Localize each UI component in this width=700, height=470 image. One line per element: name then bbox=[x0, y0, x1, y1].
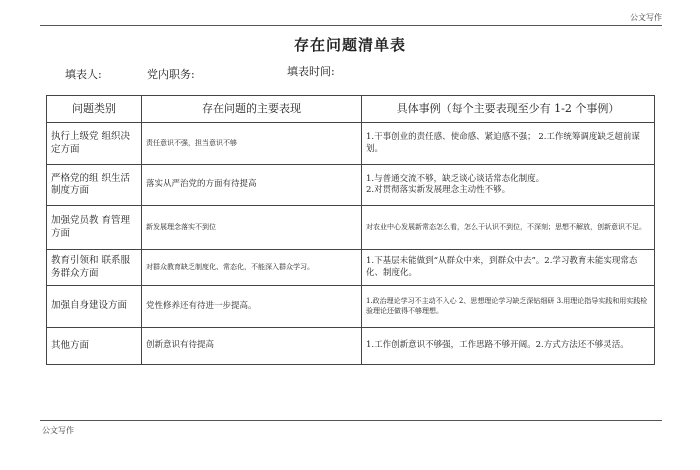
example-cell: 1.下基层未能做到“从群众中来，到群众中去”。2.学习教育未能实现常态化、制度化。 bbox=[362, 250, 655, 286]
header-issue: 存在问题的主要表现 bbox=[142, 96, 362, 123]
issue-table bbox=[46, 95, 655, 365]
example-cell: 对农业中心发展新常态怎么看，怎么干认识不到位，不深刻；思想不解放，创新意识不足。 bbox=[362, 206, 655, 250]
header-rule bbox=[40, 25, 662, 26]
category-cell: 教育引领和 联系服务群众方面 bbox=[47, 250, 142, 286]
issue-cell: 对群众教育缺乏制度化、常态化，不能深入群众学习。 bbox=[142, 250, 362, 286]
position-label: 党内职务: bbox=[147, 68, 195, 81]
category-cell: 其他方面 bbox=[47, 328, 142, 365]
issue-cell: 落实从严治党的方面有待提高 bbox=[142, 165, 362, 206]
table-header-row bbox=[47, 96, 655, 123]
table-row bbox=[47, 250, 655, 286]
header-note: 公文写作 bbox=[630, 13, 662, 22]
issue-cell: 责任意识不强，担当意识不够 bbox=[142, 123, 362, 165]
table-row bbox=[47, 206, 655, 250]
example-cell: 1.政治理论学习不主动不入心 2、思想理论学习缺乏深钻细研 3.用理论指导实践和用实践检验理论还做得不够理想。 bbox=[362, 286, 655, 328]
time-label: 填表时间: bbox=[287, 65, 335, 78]
issue-cell: 创新意识有待提高 bbox=[142, 328, 362, 365]
filler-label: 填表人: bbox=[65, 68, 102, 81]
issue-cell: 党性修养还有待进一步提高。 bbox=[142, 286, 362, 328]
table-row bbox=[47, 328, 655, 365]
example-cell: 1.工作创新意识不够强，工作思路不够开阔。2.方式方法还不够灵活。 bbox=[362, 328, 655, 365]
category-cell: 执行上级党 组织决定方面 bbox=[47, 123, 142, 165]
footer-rule bbox=[40, 420, 662, 421]
footer-note: 公文写作 bbox=[42, 426, 74, 435]
page-title: 存在问题清单表 bbox=[293, 36, 406, 54]
issue-cell: 新发展理念落实不到位 bbox=[142, 206, 362, 250]
table-row bbox=[47, 123, 655, 165]
category-cell: 加强党员教 育管理方面 bbox=[47, 206, 142, 250]
table-row bbox=[47, 286, 655, 328]
table-row bbox=[47, 165, 655, 206]
header-category: 问题类别 bbox=[47, 96, 142, 123]
category-cell: 严格党的组 织生活制度方面 bbox=[47, 165, 142, 206]
example-cell: 1.与普通交流不够，缺乏谈心谈话常态化制度。 2.对贯彻落实新发展理念主动性不够。 bbox=[362, 165, 655, 206]
example-cell: 1.干事创业的责任感、使命感、紧迫感不强； 2.工作统筹调度缺乏超前谋划。 bbox=[362, 123, 655, 165]
header-example: 具体事例（每个主要表现至少有 1-2 个事例） bbox=[362, 96, 655, 123]
category-cell: 加强自身建设方面 bbox=[47, 286, 142, 328]
